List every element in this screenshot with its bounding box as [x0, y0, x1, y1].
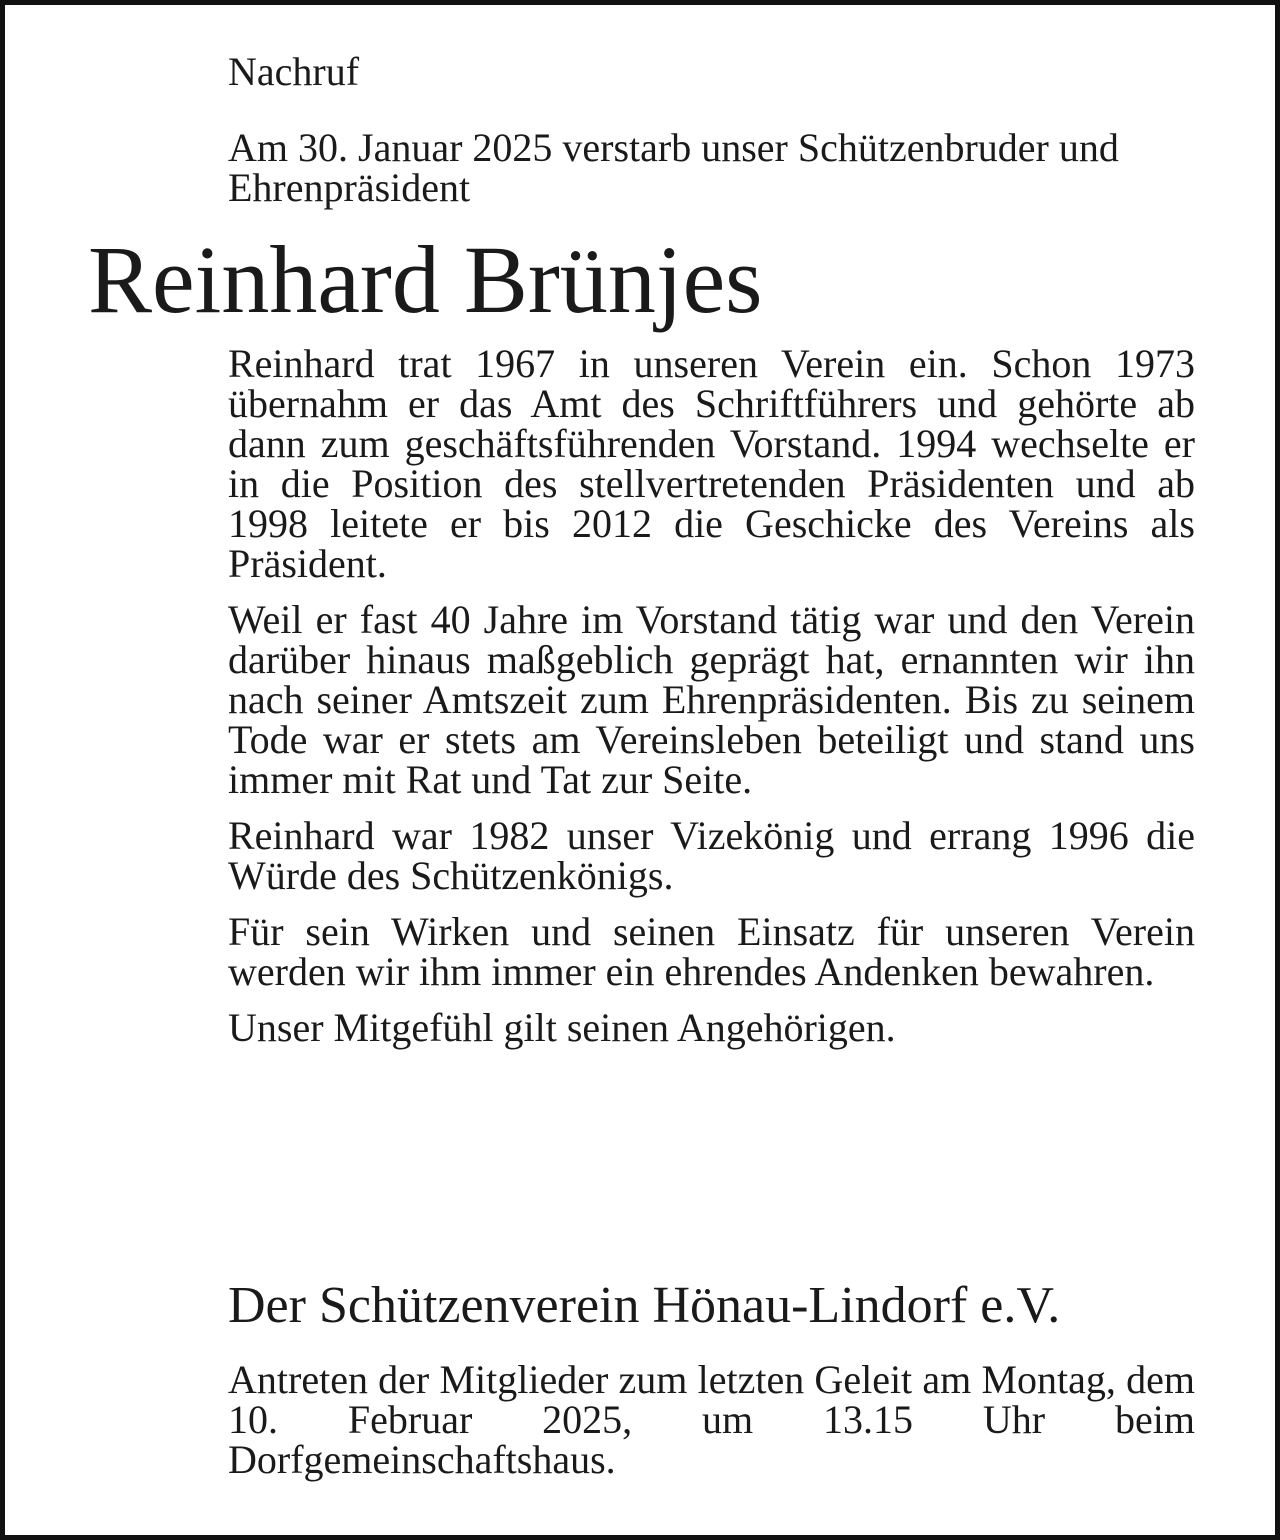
- paragraph-remembrance: Für sein Wirken und seinen Einsatz für unseren Verein werden wir ihm immer ein ehrendes Andenken bewahren.: [228, 909, 1195, 994]
- obituary-body: [228, 341, 1195, 1050]
- paragraph-honorary-president: Weil er fast 40 Jahre im Vorstand tätig war und den Verein darüber hinaus maßgeblich geprägt hat, ernannten wir ihn nach seiner Amtszeit zum Ehrenpräsidenten. Bis zu seinem Tode war er stets am Vereinsleben beteiligt und stand uns immer mit Rat und Tat zur Seite.: [228, 597, 1195, 802]
- paragraph-condolence: Unser Mitgefühl gilt seinen Angehörigen.: [228, 1005, 896, 1050]
- paragraph-king: Reinhard war 1982 unser Vizekönig und errang 1996 die Würde des Schützenkönigs.: [228, 813, 1195, 898]
- deceased-name: Reinhard Brünjes: [88, 226, 763, 333]
- intro-text: Am 30. Januar 2025 verstarb unser Schützenbruder und Ehrenpräsident: [228, 125, 1119, 210]
- paragraph-membership: Reinhard trat 1967 in unseren Verein ein. Schon 1973 übernahm er das Amt des Schriftführers und gehörte ab dann zum geschäftsführenden Vorstand. 1994 wechselte er in die Position des stellvertretenden Präsidenten und ab 1998 leitete er bis 2012 die Geschicke des Vereins als Präsident.: [228, 341, 1195, 586]
- club-signature: Der Schützenverein Hönau-Lindorf e.V.: [228, 1277, 1061, 1334]
- funeral-notice: Antreten der Mitglieder zum letzten Geleit am Montag, dem 10. Februar 2025, um 13.15 Uhr beim Dorfgemeinschaftshaus.: [228, 1357, 1195, 1482]
- notice-label: Nachruf: [228, 49, 360, 94]
